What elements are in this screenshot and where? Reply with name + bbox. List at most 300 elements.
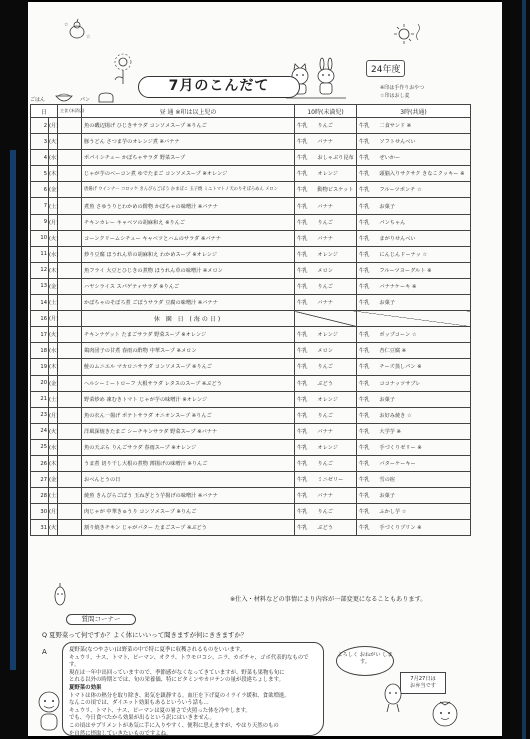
- afternoon-snack-cell: [357, 198, 471, 214]
- afternoon-snack: ぜいかー: [379, 155, 401, 162]
- afternoon-drink: 牛乳: [359, 396, 370, 403]
- morning-snack: りんご: [317, 219, 333, 226]
- day-cell: 25: [31, 439, 49, 455]
- weekday-cell: (土): [49, 198, 58, 214]
- afternoon-drink: 牛乳: [359, 300, 370, 307]
- day-cell: 26: [31, 455, 49, 471]
- staple-cell: [58, 343, 82, 359]
- morning-snack-cell: [295, 375, 357, 391]
- staple-cell: [58, 375, 82, 391]
- weekday-cell: (木): [49, 359, 58, 375]
- lunch-cell: 魚の磯辺揚げ ひじきサラダ コンソメスープ ※りんご: [82, 118, 295, 134]
- lunch-cell: 鶏肉団子の甘煮 春雨の酢物 中華スープ ※メロン: [82, 343, 295, 359]
- morning-drink: 牛乳: [297, 123, 308, 130]
- morning-drink: 牛乳: [297, 509, 308, 516]
- morning-snack: りんご: [317, 509, 333, 516]
- vegetable-characters-icon: [32, 686, 66, 734]
- day-cell: 11: [31, 246, 49, 262]
- bento-day-sign: [400, 672, 446, 694]
- table-row: [31, 520, 471, 536]
- afternoon-snack: お菓子: [379, 300, 395, 307]
- morning-snack-cell: [295, 359, 357, 375]
- lunch-cell: 割り焼きチキン じゃがバター たまごスープ ※ぶどう: [82, 520, 295, 536]
- afternoon-snack-cell: [357, 214, 471, 230]
- afternoon-snack-cell: [357, 472, 471, 488]
- lunch-cell: 焼魚 きんぴらごぼう 玉ねぎとう芋揚げの味噌汁 ※バナナ: [82, 488, 295, 504]
- svg-text:☆: ☆: [64, 22, 69, 28]
- apple-icon: [52, 580, 68, 608]
- morning-snack-cell: [295, 278, 357, 294]
- bread-label: パン: [80, 97, 91, 103]
- lunch-cell: ヘルシーミートローフ 大根サラダ レタスのスープ ※ぶどう: [82, 375, 295, 391]
- answer-mark: A: [42, 648, 47, 656]
- morning-snack-cell: [295, 520, 357, 536]
- morning-drink: 牛乳: [297, 300, 308, 307]
- afternoon-snack: フルーツヨーグルト ※: [379, 267, 432, 274]
- day-cell: 9: [31, 214, 49, 230]
- weekday-cell: (木): [49, 262, 58, 278]
- morning-snack-cell: [295, 311, 357, 327]
- lunch-cell: じゃが芋のベーコン煮 ゆでたまご コンソメスープ ※オレンジ: [82, 166, 295, 182]
- staple-cell: [58, 166, 82, 182]
- morning-snack-cell: [295, 391, 357, 407]
- weekday-cell: (水): [49, 246, 58, 262]
- afternoon-snack-cell: [357, 504, 471, 520]
- morning-drink: 牛乳: [297, 187, 308, 194]
- afternoon-snack-cell: [357, 343, 471, 359]
- afternoon-snack: 二食サンド ※: [379, 123, 412, 130]
- answer-line: キュウリ、トマト、ナス、ピーマンは夏の暑さで火照った体を冷やします。: [69, 707, 251, 714]
- afternoon-snack-cell: [357, 118, 471, 134]
- afternoon-snack: 杏仁豆腐 ※: [379, 348, 407, 355]
- weekday-cell: (木): [49, 166, 58, 182]
- weekday-cell: (火): [49, 423, 58, 439]
- morning-drink: 牛乳: [297, 283, 308, 290]
- answer-line: 夏野菜の効果: [69, 684, 102, 691]
- afternoon-drink: 牛乳: [359, 348, 370, 355]
- table-row: [31, 327, 471, 343]
- staple-cell: [58, 134, 82, 150]
- answer-line: を自然に摂取していきたいものですよね。: [69, 730, 172, 737]
- page-title: 7月のこんだて: [138, 76, 300, 98]
- afternoon-snack-cell: [357, 520, 471, 536]
- morning-snack-cell: [295, 166, 357, 182]
- day-cell: 23: [31, 407, 49, 423]
- weekday-cell: (金): [49, 472, 58, 488]
- lunch-cell: 豚うどん さつま芋のオレンジ煮 ※バナナ: [82, 134, 295, 150]
- table-row: [31, 359, 471, 375]
- afternoon-snack: バターケーキー: [379, 461, 416, 468]
- afternoon-snack: 手づくりプリン ※: [379, 525, 422, 532]
- speech-bubble: よろしく おねがい します。: [336, 646, 394, 676]
- day-cell: 24: [31, 423, 49, 439]
- day-cell: 5: [31, 166, 49, 182]
- day-cell: 18: [31, 343, 49, 359]
- afternoon-snack: ココナッツサブレ: [379, 380, 421, 387]
- morning-snack: バナナ: [317, 235, 333, 242]
- sun-icon: [392, 20, 428, 48]
- morning-drink: 牛乳: [297, 139, 308, 146]
- morning-drink: 牛乳: [297, 461, 308, 468]
- answer-line: 夏野菜(なつやさい)は野菜の中で特に夏季に収穫されるものをいいます。: [69, 647, 246, 653]
- staple-cell: [58, 198, 82, 214]
- afternoon-snack-cell: [357, 327, 471, 343]
- lunch-cell: 魚の天ぷら りんごサラダ 春雨スープ ※オレンジ: [82, 439, 295, 455]
- right-border: [502, 0, 530, 739]
- morning-snack: オレンジ: [317, 171, 338, 178]
- weekday-cell: (水): [49, 343, 58, 359]
- morning-snack: りんご: [317, 283, 333, 290]
- morning-snack: ぶどう: [317, 525, 333, 532]
- morning-drink: 牛乳: [297, 444, 308, 451]
- afternoon-snack-cell: [357, 230, 471, 246]
- afternoon-snack-cell: [357, 262, 471, 278]
- afternoon-snack-cell: [357, 134, 471, 150]
- afternoon-snack-cell: [357, 150, 471, 166]
- morning-snack: バナナ: [317, 428, 333, 435]
- afternoon-drink: 牛乳: [359, 525, 370, 532]
- lunch-cell: 炒り豆腐 ほうれん草の胡麻和え わかめスープ ※オレンジ: [82, 246, 295, 262]
- table-row: [31, 488, 471, 504]
- weekday-cell: (火): [49, 134, 58, 150]
- morning-drink: 牛乳: [297, 251, 308, 258]
- table-row: [31, 118, 471, 134]
- carrot-character-icon: [380, 680, 406, 714]
- afternoon-drink: 牛乳: [359, 412, 370, 419]
- morning-snack: バナナ: [317, 300, 333, 307]
- weekday-cell: (土): [49, 295, 58, 311]
- afternoon-snack-cell: [357, 455, 471, 471]
- staple-cell: [58, 391, 82, 407]
- afternoon-drink: 牛乳: [359, 171, 370, 178]
- lunch-cell: 洋風深焼きたまご シーチキンサラダ 野菜スープ ※バナナ: [82, 423, 295, 439]
- weekday-cell: (水): [49, 150, 58, 166]
- day-cell: 12: [31, 262, 49, 278]
- morning-snack-cell: [295, 488, 357, 504]
- legend-handmade: ※印は手作りおやつ: [380, 85, 425, 91]
- staple-cell: [58, 423, 82, 439]
- morning-drink: 牛乳: [297, 396, 308, 403]
- header-staple: 主食 (米済店): [58, 105, 82, 118]
- day-cell: 14: [31, 295, 49, 311]
- day-cell: 16: [31, 311, 49, 327]
- staple-cell: [58, 455, 82, 471]
- morning-drink: 牛乳: [297, 525, 308, 532]
- menu-table: [30, 104, 471, 536]
- morning-snack: オレンジ: [317, 251, 338, 258]
- staple-cell: [58, 150, 82, 166]
- flower-icon: [108, 52, 138, 86]
- afternoon-drink: 牛乳: [359, 380, 370, 387]
- morning-snack: ぶどう: [317, 380, 333, 387]
- afternoon-snack-cell: [357, 295, 471, 311]
- lunch-cell: 唐揚げ ウインナー コロッケ きんぴらごぼう かまぼこ 玉子焼 ミニトマト / 天のりそぼろめん メロン: [82, 182, 295, 198]
- day-cell: 20: [31, 375, 49, 391]
- weekday-cell: (月): [49, 504, 58, 520]
- table-header-row: [31, 105, 471, 118]
- table-row: [31, 504, 471, 520]
- lunch-cell: 休 園 日 (海の日): [82, 311, 295, 327]
- afternoon-snack: ポップコーン ☆: [379, 332, 417, 339]
- day-cell: 7: [31, 198, 49, 214]
- afternoon-snack: パンちゃん: [379, 219, 406, 226]
- table-row: [31, 391, 471, 407]
- lunch-cell: 野菜炒め 凍むきトマト じゃが芋の味噌汁 ※オレンジ: [82, 391, 295, 407]
- weekday-cell: (火): [49, 520, 58, 536]
- afternoon-snack: お好み焼き ☆: [379, 412, 412, 419]
- morning-snack-cell: [295, 439, 357, 455]
- table-row: [31, 295, 471, 311]
- afternoon-snack-cell: [357, 391, 471, 407]
- afternoon-snack: 手づくりゼリー ※: [379, 444, 422, 451]
- day-cell: 19: [31, 359, 49, 375]
- afternoon-drink: 牛乳: [359, 444, 370, 451]
- sign-line-1: 7月27日は: [410, 676, 436, 682]
- afternoon-snack-cell: [357, 375, 471, 391]
- morning-snack: 動物ビスケット: [317, 187, 354, 194]
- morning-drink: 牛乳: [297, 477, 308, 484]
- day-cell: 21: [31, 391, 49, 407]
- morning-snack: バナナ: [317, 203, 333, 210]
- afternoon-snack-cell: [357, 439, 471, 455]
- day-cell: 4: [31, 150, 49, 166]
- day-cell: 28: [31, 488, 49, 504]
- day-cell: 6: [31, 182, 49, 198]
- morning-snack-cell: [295, 230, 357, 246]
- afternoon-snack: にんじんドーナッ ☆: [379, 251, 428, 258]
- morning-snack-cell: [295, 455, 357, 471]
- change-notice: ※仕入・材料などの事情により内容が一部変更になることもあります。: [230, 596, 427, 603]
- lunch-cell: 魚フライ 大豆とひじきの煮物 ほうれん草の味噌汁 ※メロン: [82, 262, 295, 278]
- day-cell: 13: [31, 278, 49, 294]
- weekday-cell: (土): [49, 391, 58, 407]
- header-ten: 10時(未満児): [295, 105, 357, 118]
- morning-snack-cell: [295, 423, 357, 439]
- morning-snack: りんご: [317, 412, 333, 419]
- rice-bowl-icon: [54, 92, 74, 104]
- table-row: [31, 198, 471, 214]
- answer-line: トマトは体の熱分を取り除き、渇気を鎮静する。血圧を下げ夏のイライラ緩和、食欲増進。: [69, 692, 290, 699]
- afternoon-drink: 牛乳: [359, 251, 370, 258]
- staple-cell: [58, 278, 82, 294]
- staple-cell: [58, 230, 82, 246]
- afternoon-snack-cell: [357, 246, 471, 262]
- weekday-cell: (木): [49, 455, 58, 471]
- header-three: 3時(共通): [357, 105, 471, 118]
- afternoon-snack: 雪の宿: [379, 477, 395, 484]
- morning-snack: メロン: [317, 267, 333, 274]
- afternoon-drink: 牛乳: [359, 461, 370, 468]
- table-row: [31, 166, 471, 182]
- weekday-cell: (土): [49, 488, 58, 504]
- sign-line-2: お弁当です: [410, 683, 436, 689]
- morning-drink: 牛乳: [297, 332, 308, 339]
- afternoon-snack: 大学芋 ※: [379, 428, 401, 435]
- afternoon-drink: 牛乳: [359, 364, 370, 371]
- header-main: 昼 通 ※印は以上児の: [82, 105, 295, 118]
- morning-drink: 牛乳: [297, 412, 308, 419]
- lunch-cell: ハヤシライス スパゲティサラダ ※りんご: [82, 278, 295, 294]
- afternoon-snack-cell: [357, 359, 471, 375]
- answer-line: 現在は一年中出回っていますので、季節感がなくなってきていますが、野菜も果物も旬に: [69, 669, 285, 676]
- table-row: [31, 311, 471, 327]
- afternoon-drink: 牛乳: [359, 203, 370, 210]
- afternoon-drink: 牛乳: [359, 332, 370, 339]
- answer-line: とれる以外の時期とでは、旬の栄養価、特にビタミンやカロテンの量が段違ちょします。: [69, 677, 284, 684]
- staple-cell: [58, 214, 82, 230]
- morning-snack-cell: [295, 343, 357, 359]
- day-cell: 3: [31, 134, 49, 150]
- staple-cell: [58, 182, 82, 198]
- table-row: [31, 278, 471, 294]
- afternoon-drink: 牛乳: [359, 477, 370, 484]
- lunch-cell: 鮭のムニエル マカロニサラダ コンソメスープ ※りんご: [82, 359, 295, 375]
- afternoon-drink: 牛乳: [359, 283, 370, 290]
- staple-cell: [58, 262, 82, 278]
- table-row: [31, 182, 471, 198]
- weekday-cell: (月): [49, 214, 58, 230]
- afternoon-snack-cell: [357, 278, 471, 294]
- table-row: [31, 455, 471, 471]
- tomato-character-icon: [428, 696, 462, 732]
- afternoon-drink: 牛乳: [359, 139, 370, 146]
- staple-cell: [58, 246, 82, 262]
- afternoon-snack-cell: [357, 311, 471, 327]
- table-row: [31, 230, 471, 246]
- morning-snack: ミニゼリー: [317, 477, 344, 484]
- qa-question: Q 夏野菜って何ですか？よく体にいいって聞きますが何にききますか？: [42, 631, 248, 639]
- weekday-cell: (月): [49, 118, 58, 134]
- morning-snack: オレンジ: [317, 444, 338, 451]
- table-row: [31, 214, 471, 230]
- morning-snack-cell: [295, 407, 357, 423]
- weekday-cell: (金): [49, 182, 58, 198]
- day-cell: 2: [31, 118, 49, 134]
- afternoon-snack-cell: [357, 166, 471, 182]
- lunch-cell: かぼちゃのそぼろ煮 ごぼうサラダ 豆腐の味噌汁 ※バナナ: [82, 295, 295, 311]
- afternoon-snack: フルーツポンチ ☆: [379, 187, 422, 194]
- table-row: [31, 423, 471, 439]
- morning-drink: 牛乳: [297, 380, 308, 387]
- table-row: [31, 134, 471, 150]
- morning-snack-cell: [295, 504, 357, 520]
- afternoon-drink: 牛乳: [359, 428, 370, 435]
- day-cell: 27: [31, 472, 49, 488]
- left-border: [0, 0, 28, 739]
- weekday-cell: (火): [49, 230, 58, 246]
- afternoon-snack: 頭脳入りサクサク きなこクッキー ※: [379, 171, 465, 178]
- answer-line: この頃はサプリメントがあ気に手に入りやすく、便利に思えますが、やはり天然のもの: [69, 722, 279, 729]
- lunch-cell: うま煮 切り干し大根の煮物 薄揚げの味噌汁 ※りんご: [82, 455, 295, 471]
- answer-line: なんこの頃では、ダイエット効果もあるといういう話も…: [69, 700, 209, 707]
- fiscal-year-badge: 24年度: [366, 60, 405, 77]
- staple-cell: [58, 407, 82, 423]
- weekday-cell: (金): [49, 278, 58, 294]
- staple-cell: [58, 327, 82, 343]
- lunch-cell: ポパイシチュー かぼちゃサラダ 野菜スープ: [82, 150, 295, 166]
- afternoon-snack-cell: [357, 407, 471, 423]
- staple-cell: [58, 359, 82, 375]
- morning-snack: オレンジ: [317, 396, 338, 403]
- bread-icon: [96, 92, 116, 104]
- answer-line: キュウリ、ナス、トマト、ピーマン、オクラ、トウモロコシ、ニラ、カボチャ、ゴボ代表的なものです。: [69, 654, 309, 669]
- header-day: 日: [31, 105, 58, 118]
- afternoon-drink: 牛乳: [359, 187, 370, 194]
- lunch-cell: チキンカレー キャベツの胡麻和え ※りんご: [82, 214, 295, 230]
- table-row: [31, 375, 471, 391]
- staple-cell: [58, 311, 82, 327]
- weekday-cell: (金): [49, 375, 58, 391]
- morning-snack-cell: [295, 182, 357, 198]
- morning-drink: 牛乳: [297, 171, 308, 178]
- rice-label: ごはん: [30, 97, 46, 103]
- legend-barley: ☆印はおし麦: [380, 93, 410, 99]
- staple-cell: [58, 488, 82, 504]
- morning-snack-cell: [295, 262, 357, 278]
- morning-snack: りんご: [317, 364, 333, 371]
- afternoon-snack: チーズ蒸しパン ※: [379, 364, 422, 371]
- morning-snack-cell: [295, 118, 357, 134]
- morning-drink: 牛乳: [297, 493, 308, 500]
- weekday-cell: (月): [49, 407, 58, 423]
- svg-text:☆: ☆: [86, 34, 91, 40]
- table-row: [31, 246, 471, 262]
- morning-snack-cell: [295, 295, 357, 311]
- staple-cell: [58, 439, 82, 455]
- afternoon-snack: お菓子: [379, 203, 395, 210]
- morning-drink: 牛乳: [297, 219, 308, 226]
- pear-icon: [62, 18, 92, 40]
- morning-drink: 牛乳: [297, 364, 308, 371]
- lunch-cell: 煮魚 さゆうりとわかめの酢物 かぼちゃの味噌汁 ※バナナ: [82, 198, 295, 214]
- day-cell: 30: [31, 504, 49, 520]
- afternoon-drink: 牛乳: [359, 123, 370, 130]
- table-row: [31, 262, 471, 278]
- afternoon-snack: ソフトせんべい: [379, 139, 416, 146]
- afternoon-drink: 牛乳: [359, 493, 370, 500]
- afternoon-drink: 牛乳: [359, 219, 370, 226]
- morning-snack: オレンジ: [317, 332, 338, 339]
- afternoon-drink: 牛乳: [359, 267, 370, 274]
- morning-drink: 牛乳: [297, 267, 308, 274]
- day-cell: 31: [31, 520, 49, 536]
- afternoon-snack: お菓子: [379, 396, 395, 403]
- answer-line: でも、今日食べたから効果が出るという訳にはいきません。: [69, 715, 215, 722]
- lunch-cell: おべんとうの日: [82, 472, 295, 488]
- morning-drink: 牛乳: [297, 235, 308, 242]
- table-row: [31, 407, 471, 423]
- morning-snack-cell: [295, 198, 357, 214]
- staple-cell: [58, 520, 82, 536]
- answer-box: [62, 642, 324, 736]
- morning-snack: バナナ: [317, 139, 333, 146]
- staple-cell: [58, 118, 82, 134]
- morning-snack-cell: [295, 327, 357, 343]
- weekday-cell: (水): [49, 439, 58, 455]
- day-cell: 17: [31, 327, 49, 343]
- morning-snack: りんご: [317, 461, 333, 468]
- afternoon-snack-cell: [357, 182, 471, 198]
- table-row: [31, 343, 471, 359]
- morning-snack: おしゃぶり昆布: [317, 155, 354, 162]
- day-cell: 10: [31, 230, 49, 246]
- lunch-cell: チキンナゲット たまごサラダ 野菜スープ ※オレンジ: [82, 327, 295, 343]
- morning-snack-cell: [295, 472, 357, 488]
- weekday-cell: (月): [49, 311, 58, 327]
- lunch-cell: 魚の衣ん一揚げ ポテトサラダ オニオンスープ ※りんご: [82, 407, 295, 423]
- morning-snack-cell: [295, 150, 357, 166]
- staple-cell: [58, 472, 82, 488]
